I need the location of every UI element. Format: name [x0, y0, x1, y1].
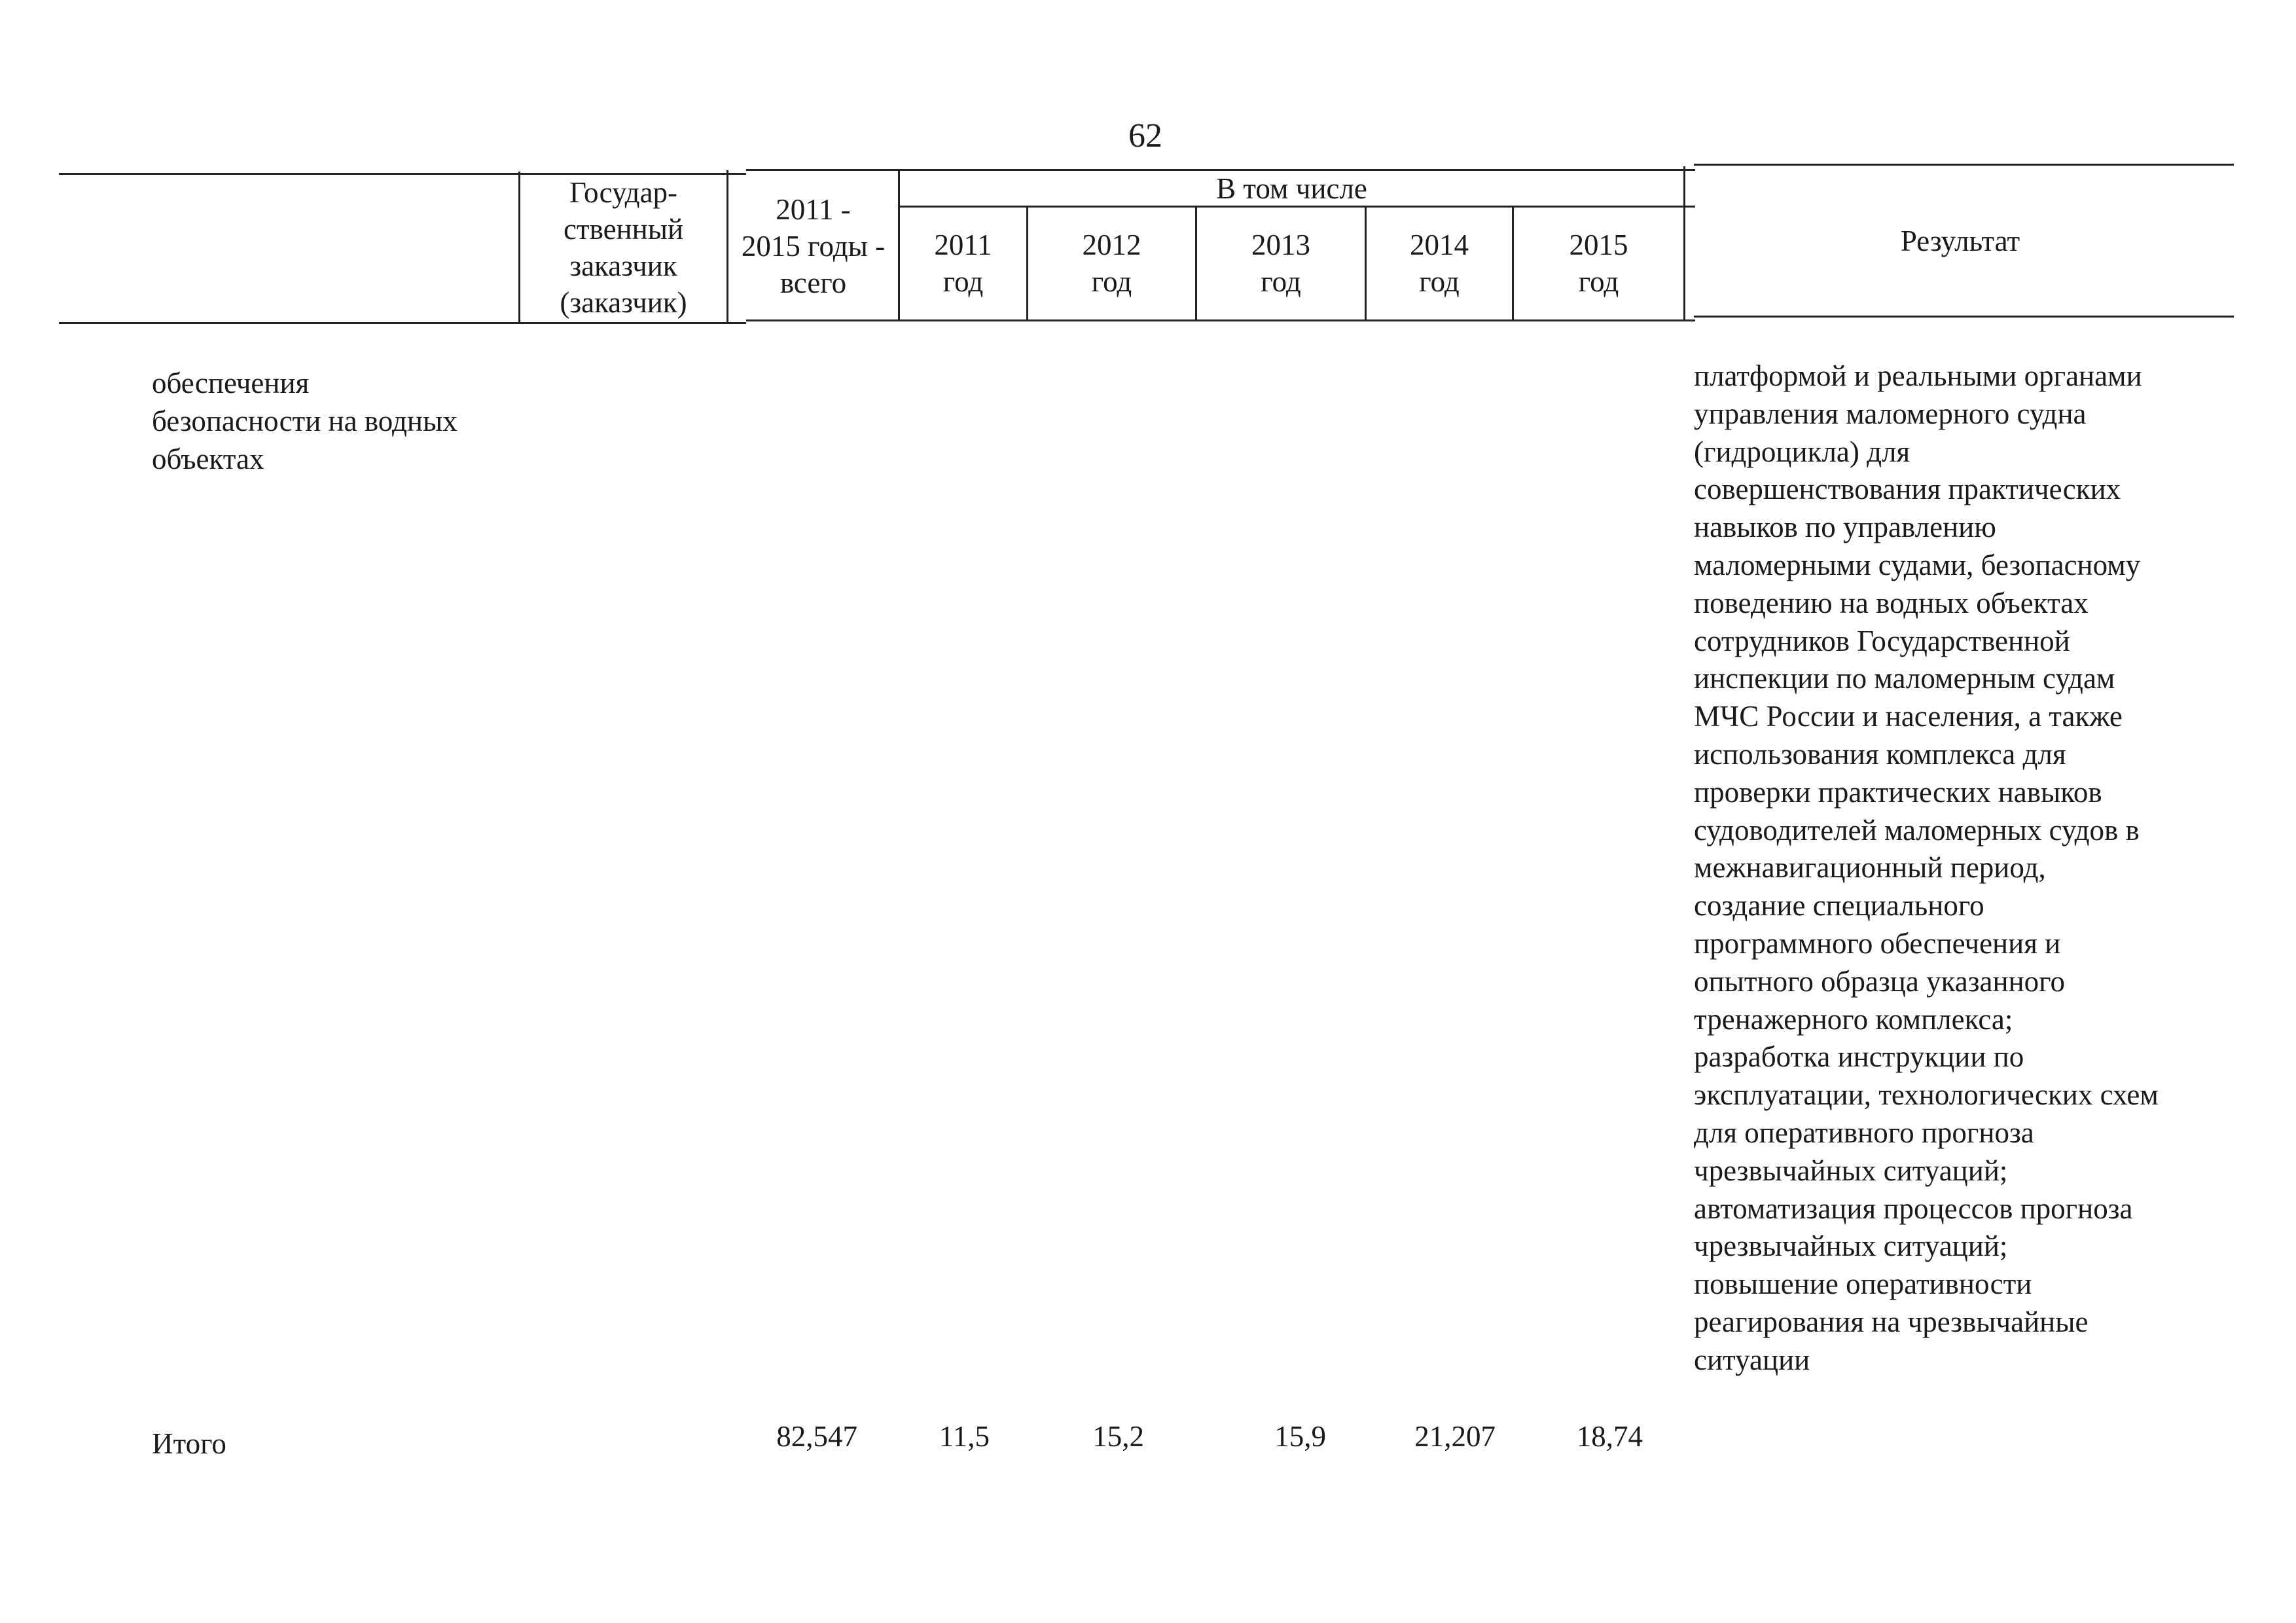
total-label: Итого	[152, 1427, 226, 1460]
header-result: Результат	[1900, 225, 2020, 257]
total-2013: 15,9	[1274, 1420, 1326, 1453]
header-year-2015: 2015 год	[1569, 228, 1628, 298]
total-2011: 11,5	[939, 1420, 990, 1453]
total-2014: 21,207	[1414, 1420, 1496, 1453]
header-year-2013: 2013 год	[1251, 228, 1310, 298]
header-including: В том числе	[1216, 172, 1367, 205]
header-year-2012: 2012 год	[1082, 228, 1141, 298]
header-top-border-right	[1694, 164, 2234, 166]
header-bottom-border-right	[1694, 316, 2234, 318]
header-year-2011: 2011 год	[934, 228, 992, 298]
header-year-2014: 2014 год	[1410, 228, 1469, 298]
total-2012: 15,2	[1092, 1420, 1144, 1453]
header-total-period: 2011 - 2015 годы - всего	[741, 193, 886, 299]
header-bottom-border-left	[59, 322, 746, 324]
total-2015: 18,74	[1576, 1420, 1643, 1453]
page-number: 62	[1128, 117, 1162, 155]
row-name-continuation: обеспечения безопасности на водных объектах	[152, 367, 457, 475]
header-bottom-border-mid	[746, 319, 1695, 321]
row-result-continuation: платформой и реальными органами управления маломерного судна (гидроцикла) для совершенствования практических навыков по управлению маломерными судами, безопасному поведению на водных объектах сотрудников Государственной инспекции по маломерным судам МЧС России и населения, а также использования комплекса для проверки практических навыков судоводителей маломерных судов в межнавигационный период, создание специального программного обеспечения и опытного образца указанного тренажерного комплекса; разработка инструкции по эксплуатации, технологических схем для оперативного прогноза чрезвычайных ситуаций; автоматизация процессов прогноза чрезвычайных ситуаций; повышение оперативности реагирования на чрезвычайные ситуации	[1694, 359, 2159, 1376]
total-all-years: 82,547	[776, 1420, 857, 1453]
header-customer: Государ- ственный заказчик (заказчик)	[560, 176, 687, 319]
